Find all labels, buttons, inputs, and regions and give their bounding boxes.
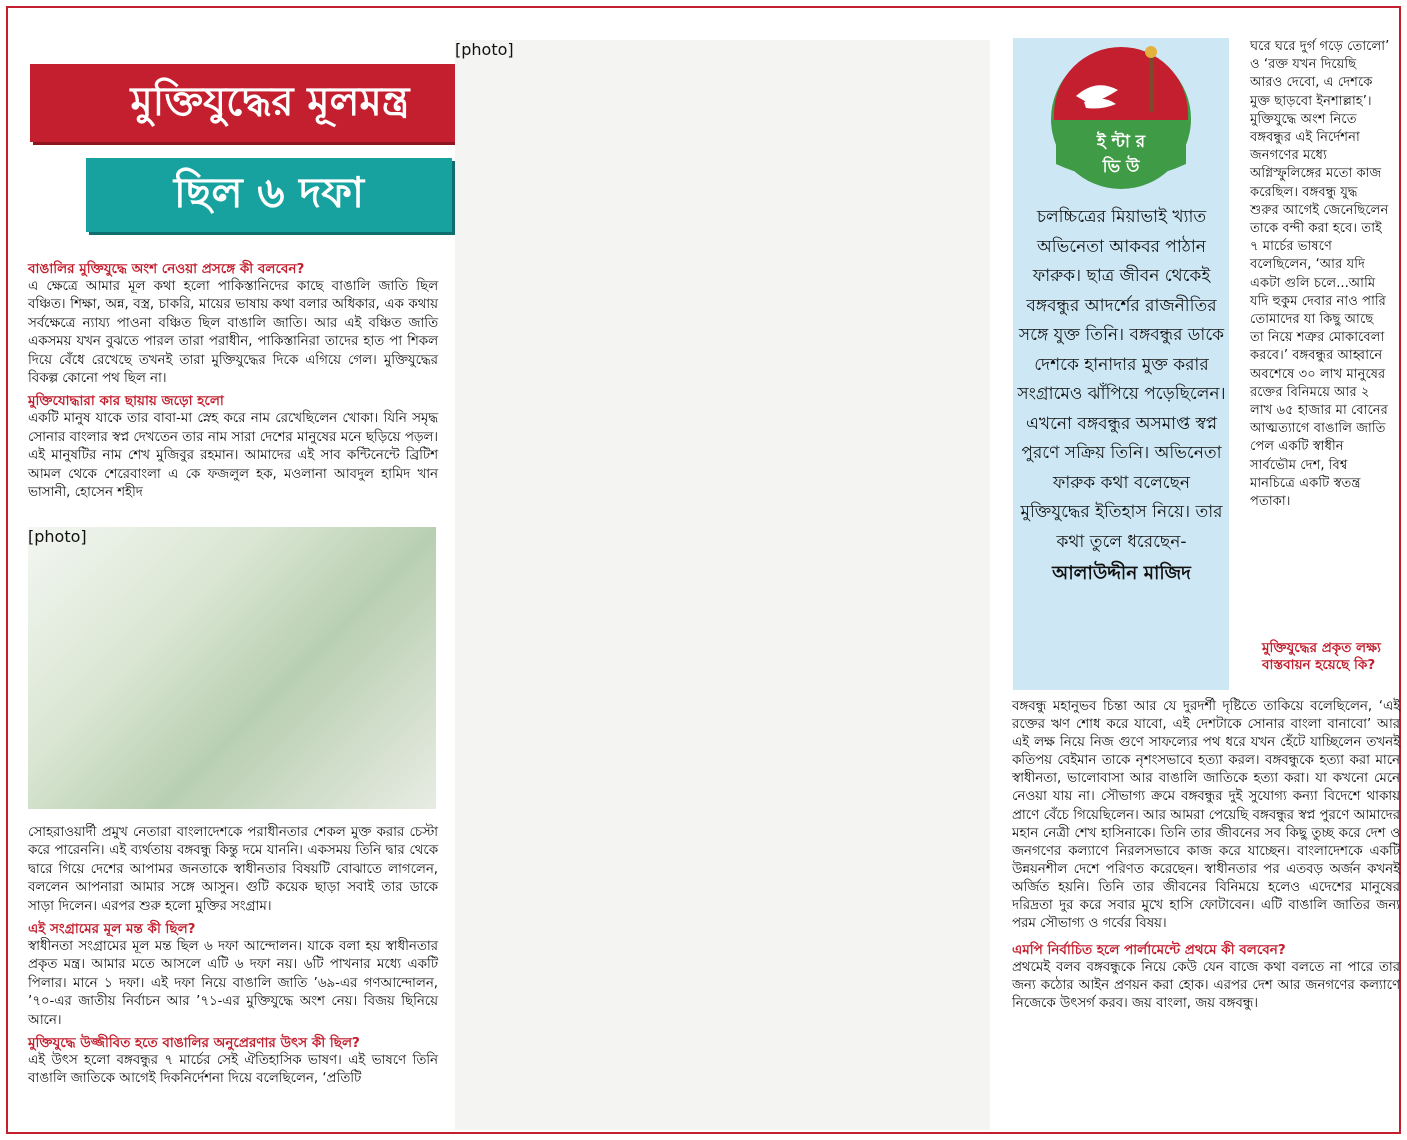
headline-line1: মুক্তিযুদ্ধের মূলমন্ত্র: [30, 64, 510, 142]
left-column-upper: [28, 260, 438, 502]
left-column-lower: [28, 824, 438, 1089]
answer-6: প্রথমেই বলব বঙ্গবন্ধুকে নিয়ে কেউ যেন বাজে কথা বলতে না পারে তার জন্য কঠোর আইন প্রণয়ন করা হোক। এরপর দেশ আর জনগণের কল্যাণে নিজেকে উৎসর্গ করব। জয় বাংলা, জয় বঙ্গবন্ধু।: [1012, 960, 1400, 1012]
question-4: মুক্তিযুদ্ধে উজ্জীবিত হতে বাঙালির অনুপ্রেরণার উৎস কী ছিল?: [28, 1035, 360, 1052]
answer-4: এই উৎস হলো বঙ্গবন্ধুর ৭ মার্চের সেই ঐতিহাসিক ভাষণ। এই ভাষণে তিনি বাঙালি জাতিকে আগেই দিকনির্দেশনা দিয়ে বলেছিলেন, ‘প্রতিটি: [28, 1053, 438, 1087]
answer-2-continued: সোহরাওয়ার্দী প্রমুখ নেতারা বাংলাদেশকে পরাধীনতার শেকল মুক্ত করার চেস্টা করে পারেননি। এই ব্যর্থতায় বঙ্গবন্ধু কিন্তু দমে যাননি। একসময় তিনি দ্বার থেকে দ্বারে গিয়ে দেশের আপামর জনতাকে স্বাধীনতার বিষয়টি বোঝাতে লাগলেন, বললেন আপনারা আমার সঙ্গে আসুন। গুটি কয়েক ছাড়া সবাই তার ডাকে সাড়া দিলেন। এরপর শুরু হলো মুক্তির সংগ্রাম।: [28, 825, 438, 914]
answer-2: একটি মানুষ যাকে তার বাবা-মা স্নেহ করে নাম রেখেছিলেন খোকা। যিনি সমৃদ্ধ সোনার বাংলার স্বপ্ন দেখতেন তার নাম সারা দেশের মানুষের মনে ছড়িয়ে পড়ল। এই মানুষটির নাম শেখ মুজিবুর রহমান। আমাদের এই সাব কন্টিনেন্টে ব্রিটিশ আমল থেকে শেরেবাংলা এ কে ফজলুল হক, মওলানা আবদুল হামিদ খান ভাসানী, হোসেন শহীদ: [28, 411, 438, 501]
answer-5: বঙ্গবন্ধু মহানুভব চিন্তা আর যে দুরদর্শী দৃষ্টিতে তাকিয়ে বলেছিলেন, ‘এই রক্তের ঋণ শোধ করে যাবো, এই দেশটাকে সোনার বাংলা বানাবো’ আর এই লক্ষ নিয়ে নিজ গুণে সাফল্যের পথ ধরে যখন হেঁটে যাচ্ছিলেন তখনই কতিপয় বেইমান তাকে নৃশংসভাবে হত্যা করল। বঙ্গবন্ধুকে হত্যা করা মানে স্বাধীনতা, ভালোবাসা আর বাঙালি জাতিকে হত্যা করা। যা কখনো মেনে নেওয়া যায় না। সৌভাগ্য ক্রমে বঙ্গবন্ধুর দুই সুযোগ্য কন্যা বিদেশে থাকায় প্রাণে বেঁচে গিয়েছিলেন। আর আমরা পেয়েছি বঙ্গবন্ধুর স্বপ্ন পুরণে আমাদের মহান নেত্রী শেখ হাসিনাকে। তিনি তার জীবনের সব কিছু তুচ্ছ করে দেশ ও জনগণের কল্যাণে নিরলসভাবে কাজ করে যাচ্ছেন। বাংলাদেশকে একটি উন্নয়নশীল দেশে পরিণত করেছেন। স্বাধীনতার পর এতবড় অর্জন কখনই অর্জিত হয়নি। তিনি তার জীবনের বিনিময়ে হলেও এদেশের মানুষের দরিদ্রতা দুর করে সবার মুখে হাসি ফোটাবেন। এটি বাঙালি জাতির জন্য পরম সৌভাগ্য ও গর্বের বিষয়।: [1012, 699, 1400, 932]
question-1: বাঙালির মুক্তিযুদ্ধে অংশ নেওয়া প্রসঙ্গে কী বলবেন?: [28, 261, 305, 277]
intro-text: [1016, 203, 1227, 589]
interview-badge-icon: [1046, 44, 1196, 194]
badge-label-top: ই ন্টা র: [1096, 132, 1146, 152]
question-5: মুক্তিযুদ্ধের প্রকৃত লক্ষ্য বাস্তবায়ন হয়েছে কি?: [1262, 640, 1381, 673]
smiling-man-photo: [photo]: [28, 527, 436, 809]
answer-1: এ ক্ষেত্রে আমার মূল কথা হলো পাকিস্তানিদের কাছে বাঙালি জাতি ছিল বঞ্চিত। শিক্ষা, অন্ন, বস্ত্র, চাকরি, মায়ের ভাষায় কথা বলার অধিকার, এক কথায় সর্বক্ষেত্রে ন্যায্য পাওনা বঞ্চিত ছিল বাঙালি জাতি। আর এই বঞ্চিত জাতি একসময় যখন বুঝতে পারল তারা পরাধীন, পাকিস্তানিরা তাদের হাত পা শিকল দিয়ে বেঁধে রেখেছে তখনই তারা মুক্তিযুদ্ধের দিকে এগিয়ে গেল। মুক্তিযুদ্ধের বিকল্প কোনো পথ ছিল না।: [28, 279, 438, 387]
question-6: এমপি নির্বাচিত হলে পার্লামেন্টে প্রথমে কী বলবেন?: [1012, 942, 1286, 959]
right-narrow-column: ঘরে ঘরে দুর্গ গড়ে তোলো’ ও ‘রক্ত যখন দিয়েছি আরও দেবো, এ দেশকে মুক্ত ছাড়বো ইনশাল্লাহ’। মুক্তিযুদ্ধে অংশ নিতে বঙ্গবন্ধুর এই নির্দেশনা জনগণের মধ্যে অগ্নিস্ফুলিঙ্গের মতো কাজ করেছিল। বঙ্গবন্ধু যুদ্ধ শুরুর আগেই জেনেছিলেন তাকে বন্দী করা হবে। তাই ৭ মার্চের ভাষণে বলেছিলেন, ‘আর যদি একটা গুলি চলে...আমি যদি হুকুম দেবার নাও পারি তোমাদের যা কিছু আছে তা নিয়ে শত্রুর মোকাবেলা করবে।’ বঙ্গবন্ধুর আহ্বানে অবশেষে ৩০ লাখ মানুষের রক্তের বিনিময়ে আর ২ লাখ ৬৫ হাজার মা বোনের আত্মত্যাগে বাঙালি জাতি পেল একটি স্বাধীন সার্বভৌম দেশ, বিশ্ব মানচিত্রে একটি স্বতন্ত্র পতাকা।: [1250, 39, 1390, 510]
question-2: মুক্তিযোদ্ধারা কার ছায়ায় জড়ো হলো: [28, 393, 224, 410]
intro-paragraph: চলচ্চিত্রের মিয়াভাই খ্যাত অভিনেতা আকবর পাঠান ফারুক। ছাত্র জীবন থেকেই বঙ্গবন্ধুর আদর্শের রাজনীতির সঙ্গে যুক্ত তিনি। বঙ্গবন্ধুর ডাকে দেশকে হানাদার মুক্ত করার সংগ্রামেও ঝাঁপিয়ে পড়েছিলেন। এখনো বঙ্গবন্ধুর অসমাপ্ত স্বপ্ন পুরণে সক্রিয় তিনি। অভিনেতা ফারুক কথা বলেছেন মুক্তিযুদ্ধের ইতিহাস নিয়ে। তার কথা তুলে ধরেছেন-: [1017, 207, 1226, 552]
badge-label-bottom: ভি উ: [1102, 157, 1140, 177]
intro-author: আলাউদ্দীন মাজিদ: [1052, 563, 1191, 584]
answer-3: স্বাধীনতা সংগ্রামের মূল মন্ত ছিল ৬ দফা আন্দোলন। যাকে বলা হয় স্বাধীনতার প্রকৃত মন্ত্র। আমার মতে আসলে এটি ৬ দফা নয়। ৬টি পাখনার মধ্যে একটি পিলার। মানে ১ দফা। এই দফা নিয়ে বাঙালি জাতি ’৬৯-এর গণআন্দোলন, ’৭০-এর জাতীয় নির্বাচন আর ’৭১-এর মুক্তিযুদ্ধে অংশ নেয়। বিজয় ছিনিয়ে আনে।: [28, 939, 438, 1028]
question-3: এই সংগ্রামের মূল মন্ত কী ছিল?: [28, 921, 196, 938]
right-lower-column: [1012, 698, 1400, 1014]
headline-line2: ছিল ৬ দফা: [86, 158, 452, 232]
main-portrait-photo: [photo]: [455, 40, 990, 1130]
